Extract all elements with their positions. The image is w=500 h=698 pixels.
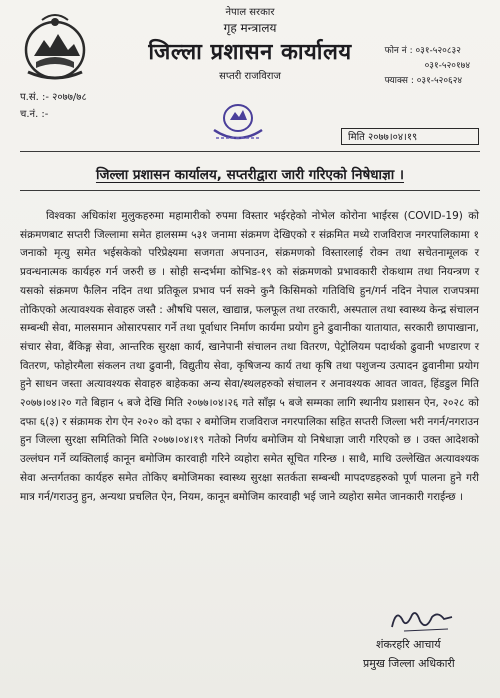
office-address: सप्तरी राजविराज (219, 71, 281, 82)
office-heading: जिल्ला प्रशासन कार्यालय (148, 40, 352, 65)
notice-title (0, 165, 500, 183)
phone-number: फोन नं : ०३१-५२०८३२ (384, 46, 461, 56)
notice-body: विश्वका अधिकांश मुलुकहरुमा महामारीको रुपमा विस्तार भईरहेको नोभेल कोरोना भाईरस (COVID-19) को संक्रमणबाट सप्तरी जिल्लामा समेत हालसम्म ५३१ जनामा संक्रमण देखिएको र संक्रमित मध्ये राजविराज नगरपालिकामा १ जनाको मृत्यु समेत भईसकेको परिप्रेक्ष्यमा सजगता अपनाउन, संक्रमणको विस्तारलाई रोक्न तथा सचेतनामूलक र प्रवन्धनात्मक कार्यहरु गर्न जरुरी छ । सोही सन्दर्भमा कोभिड-१९ को संक्रमणको प्रभावकारी रोकथाम तथा नियन्त्रण र यसको संक्रमण फैलिन नदिन तथा प्रतिकूल प्रभाव पर्न सक्ने कुनै किसिमको गतिविधि हुन/गर्न नदिन नेपाल राजपत्रमा तोकिएको अत्यावश्यक सेवाहरु जस्तै : औषधि पसल, खाद्यान्न, फलफूल तथा तरकारी, अस्पताल तथा स्वास्थ्य केन्द्र संचालन सम्बन्धी सेवा, मालसमान ओसारपसार गर्ने तथा पूर्वाधार निर्माण कार्यमा प्रयोग हुने ढुवानीका यातायात, सरकारी छापाखाना, संचार सेवा, बैंकिङ्ग सेवा, आन्तरिक सुरक्षा कार्य, खानेपानी संचालन तथा वितरण, पेट्रोलियम पदार्थको ढुवानी भण्डारण र वितरण, फोहोरमैला संकलन तथा ढुवानी, विद्युतीय सेवा, कृषिजन्य कार्य तथा कृषि तथा पशुजन्य उत्पादन ढुवानीमा प्रयोग हुने साधन जस्ता अत्यावश्यक सेवाहरु बाहेकका अन्य सेवा/स्थलहरुको संचालन र अनावश्यक आवत जावत, हिंडडुल मिति २०७७।०४।२० गते बिहान ५ बजे देखि मिति २०७७।०४।२६ गते साँझ ५ बजे सम्मका लागि स्थानीय प्रशासन ऐन, २०२८ को दफा ६(३) र संक्रामक रोग ऐन २०२० को दफा २ बमोजिम राजविराज नगरपालिका सहित सप्तरी जिल्ला भरी नगर्न/नगराउन हुन जिल्ला सुरक्षा समितिको मिति २०७७।०४।१९ गतेको निर्णय बमोजिम यो निषेधाज्ञा जारी गरिएको छ । उक्त आदेशको उल्लंघन गर्ने व्यक्तिलाई कानून बमोजिम कारवाही गरिने व्यहोरा समेत सूचित गरिन्छ । साथै, माथि उल्लेखित अत्यावश्यक सेवा अन्तर्गतका कार्यहरु समेत तोकिए बमोजिमका स्वास्थ्य सुरक्षा सतर्कता सम्बन्धी मापदण्डहरुको पूर्ण पालना हुने गरी मात्र गर्न/गराउनु हुन, अन्यथा प्रचलित ऐन, नियम, कानून बमोजिम कारवाही भई जाने व्यहोरा समेत जानकारी गराईन्छ । (20, 210, 479, 503)
bottom-divider (20, 190, 480, 191)
signatory-name: शंकरहरि आचार्य (376, 638, 441, 651)
fax-number: फ्याक्स : ०३१-५२०६२४ (384, 76, 463, 86)
government-heading: नेपाल सरकार (225, 7, 275, 18)
dispatch-number: च.नं. :- (20, 109, 49, 120)
letter-number: प.सं. :- २०७७/७८ (20, 92, 87, 103)
letter-date: मिति २०७७।०४।१९ (341, 128, 479, 145)
top-divider (20, 151, 480, 152)
signatory-title: प्रमुख जिल्ला अधिकारी (363, 657, 455, 670)
notice-title-text: जिल्ला प्रशासन कार्यालय, सप्तरीद्वारा जारी गरिएको निषेधाज्ञा । (95, 167, 405, 183)
signature-mark (386, 605, 456, 635)
ministry-heading: गृह मन्त्रालय (223, 21, 277, 35)
office-seal-icon (208, 92, 268, 148)
contact-block (385, 44, 470, 89)
phone-number-2: ०३१-५२०१७४ (424, 61, 470, 71)
